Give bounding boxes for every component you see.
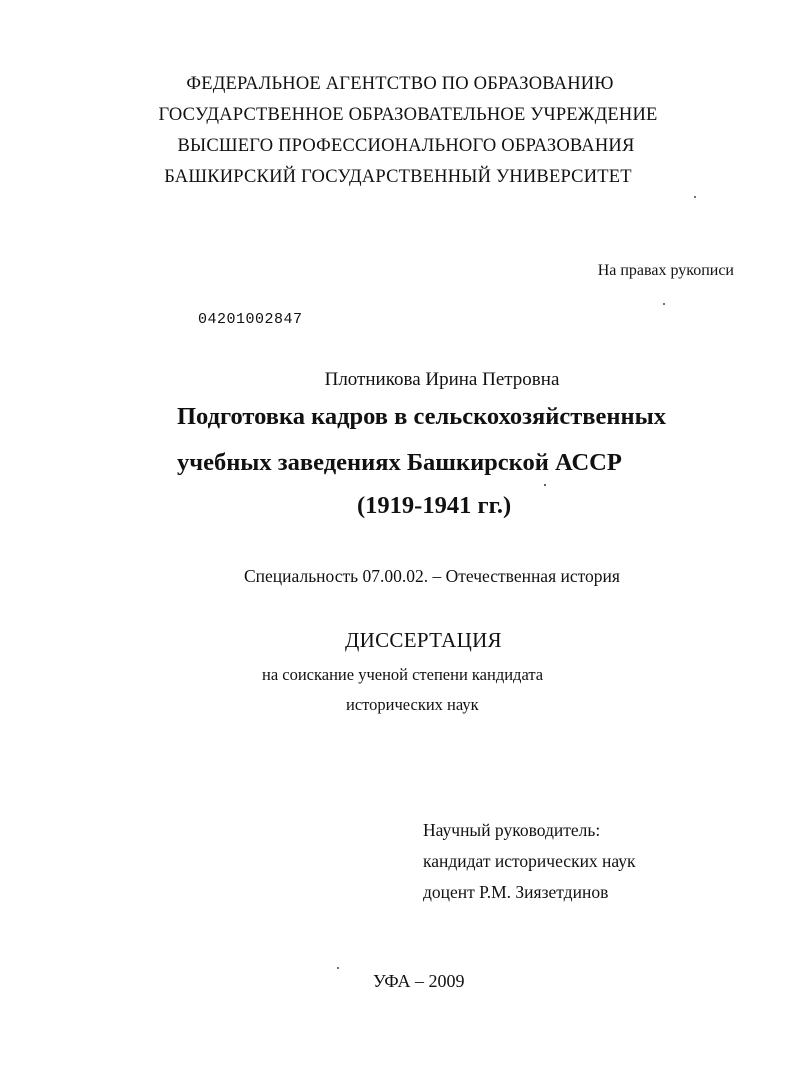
advisor-heading: Научный руководитель: [423,820,601,840]
header-agency: ФЕДЕРАЛЬНОЕ АГЕНТСТВО ПО ОБРАЗОВАНИЮ [186,74,614,94]
header-education-level: ВЫСШЕГО ПРОФЕССИОНАЛЬНОГО ОБРАЗОВАНИЯ [177,136,635,156]
scan-speck [337,967,339,969]
scan-speck [694,196,696,198]
advisor-name: доцент Р.М. Зиязетдинов [423,882,609,902]
title-line-3: (1919-1941 гг.) [357,492,512,519]
library-stamp-number: 04201002847 [198,311,303,328]
header-university: БАШКИРСКИЙ ГОСУДАРСТВЕННЫЙ УНИВЕРСИТЕТ [164,167,632,187]
author-name: Плотникова Ирина Петровна [324,369,560,390]
speciality-line: Специальность 07.00.02. – Отечественная история [244,566,620,586]
title-line-2: учебных заведениях Башкирской АССР [177,449,622,476]
header-institution-type: ГОСУДАРСТВЕННОЕ ОБРАЗОВАТЕЛЬНОЕ УЧРЕЖДЕНИЕ [158,105,658,125]
city-year: УФА – 2009 [373,971,465,991]
dissertation-degree-line-2: исторических наук [346,695,479,714]
dissertation-degree-line-1: на соискание ученой степени кандидата [262,665,544,684]
advisor-degree: кандидат исторических наук [423,851,636,871]
title-line-1: Подготовка кадров в сельскохозяйственных [177,403,666,430]
scan-speck [544,484,546,486]
scan-speck [663,303,665,305]
manuscript-rights-note: На правах рукописи [597,262,734,279]
dissertation-label: ДИССЕРТАЦИЯ [345,628,502,652]
